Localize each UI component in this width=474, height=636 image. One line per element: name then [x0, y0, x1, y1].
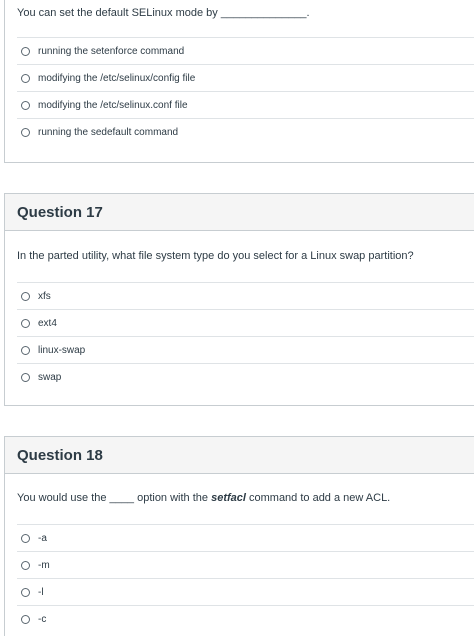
- answer-label: ext4: [38, 317, 57, 329]
- question-17-header: [5, 194, 474, 231]
- answer-label: running the sedefault command: [38, 126, 179, 138]
- radio-button[interactable]: [21, 373, 30, 382]
- radio-button[interactable]: [21, 615, 30, 624]
- answer-option[interactable]: [17, 578, 474, 605]
- answer-option[interactable]: [17, 282, 474, 309]
- answer-option[interactable]: [17, 64, 474, 91]
- question-18-header: [5, 437, 474, 474]
- answer-option[interactable]: [17, 37, 474, 64]
- answer-option[interactable]: [17, 551, 474, 578]
- question-18-text-before: You would use the ____ option with the: [17, 492, 212, 504]
- question-16-panel: [4, 0, 474, 163]
- radio-button[interactable]: [21, 588, 30, 597]
- question-17-panel: [4, 193, 474, 406]
- radio-button[interactable]: [21, 534, 30, 543]
- radio-button[interactable]: [21, 74, 30, 83]
- answer-label: running the setenforce command: [38, 45, 185, 57]
- answer-label: -m: [38, 559, 50, 571]
- answer-option[interactable]: [17, 336, 474, 363]
- answer-label: modifying the /etc/selinux/config file: [38, 72, 196, 84]
- radio-button[interactable]: [21, 292, 30, 301]
- question-17-text: In the parted utility, what file system type do you select for a Linux swap partition?: [17, 250, 414, 262]
- answer-option[interactable]: [17, 605, 474, 632]
- question-18-text: [17, 492, 390, 504]
- radio-button[interactable]: [21, 561, 30, 570]
- answer-option[interactable]: [17, 118, 474, 145]
- radio-button[interactable]: [21, 319, 30, 328]
- answer-label: modifying the /etc/selinux.conf file: [38, 99, 188, 111]
- answer-label: -a: [38, 532, 47, 544]
- question-16-answers: [17, 37, 474, 145]
- question-18-answers: [17, 524, 474, 632]
- answer-label: linux-swap: [38, 344, 86, 356]
- question-16-text: You can set the default SELinux mode by ______________.: [17, 7, 310, 19]
- question-18-panel: [4, 436, 474, 636]
- question-17-title: Question 17: [17, 203, 103, 221]
- answer-label: xfs: [38, 290, 51, 302]
- answer-label: -l: [38, 586, 44, 598]
- answer-option[interactable]: [17, 363, 474, 390]
- radio-button[interactable]: [21, 128, 30, 137]
- radio-button[interactable]: [21, 47, 30, 56]
- question-18-title: Question 18: [17, 446, 103, 464]
- answer-label: swap: [38, 371, 62, 383]
- answer-option[interactable]: [17, 524, 474, 551]
- answer-option[interactable]: [17, 309, 474, 336]
- question-18-text-after: command to add a new ACL.: [245, 492, 391, 504]
- answer-label: -c: [38, 613, 47, 625]
- radio-button[interactable]: [21, 101, 30, 110]
- question-17-answers: [17, 282, 474, 390]
- answer-option[interactable]: [17, 91, 474, 118]
- command-name: setfacl: [211, 492, 246, 504]
- radio-button[interactable]: [21, 346, 30, 355]
